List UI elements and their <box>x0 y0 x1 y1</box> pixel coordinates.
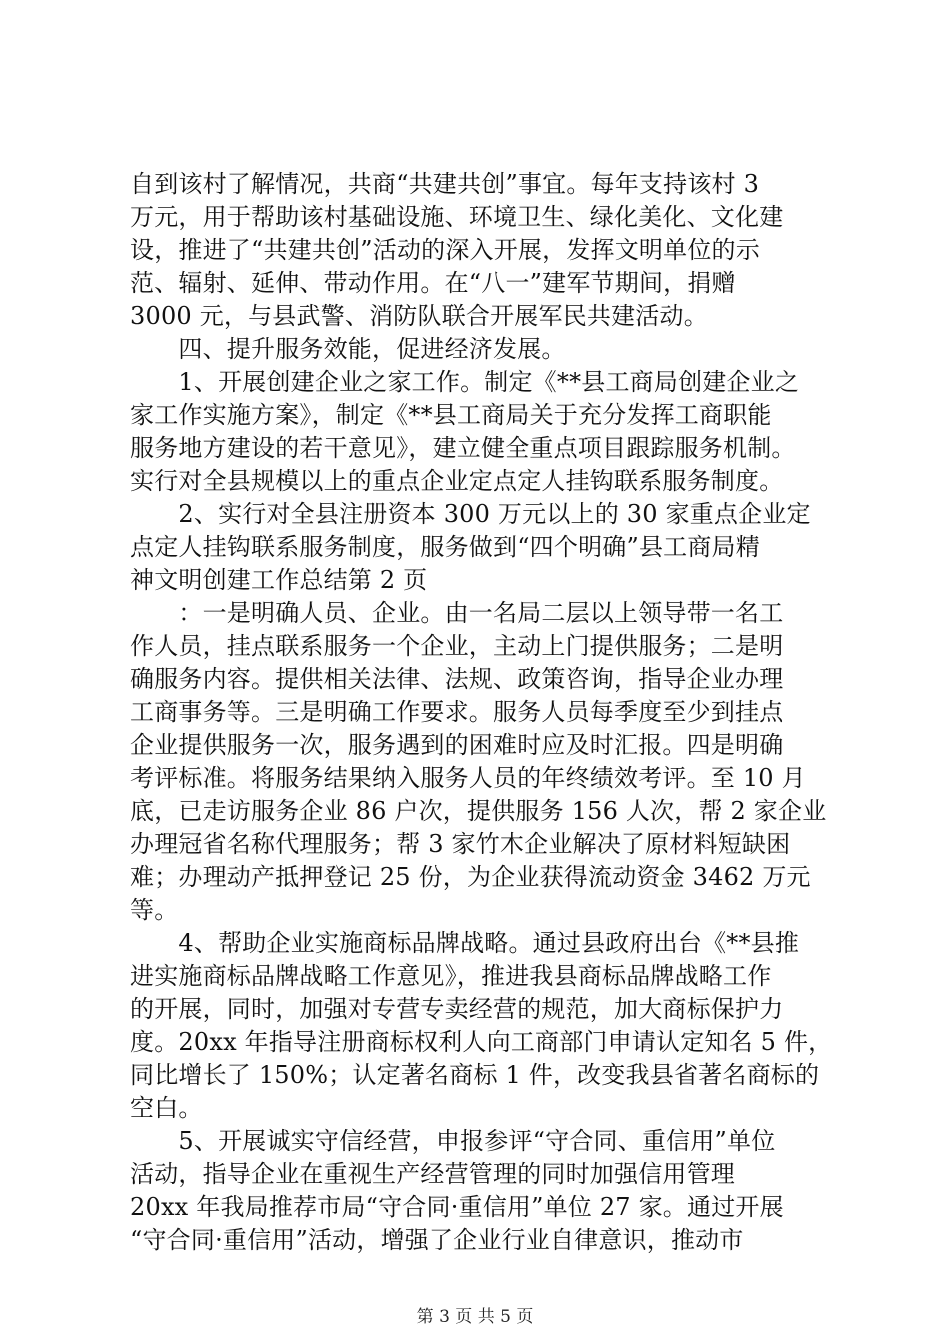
text-line: 等。 <box>130 896 179 924</box>
text-line: 20xx 年我局推荐市局“守合同·重信用”单位 27 家。通过开展 <box>130 1193 784 1221</box>
text-line: 确服务内容。提供相关法律、法规、政策咨询，指导企业办理 <box>130 665 784 693</box>
document-body <box>130 168 833 1257</box>
text-line: 工商事务等。三是明确工作要求。服务人员每季度至少到挂点 <box>130 698 784 726</box>
text-line: 实行对全县规模以上的重点企业定点定人挂钩联系服务制度。 <box>130 467 784 495</box>
text-line: 度。20xx 年指导注册商标权利人向工商部门申请认定知名 5 件， <box>130 1028 833 1056</box>
text-line: 服务地方建设的若干意见》，建立健全重点项目跟踪服务机制。 <box>130 434 796 462</box>
text-line: 进实施商标品牌战略工作意见》，推进我县商标品牌战略工作 <box>130 962 772 990</box>
text-line: 办理冠省名称代理服务；帮 3 家竹木企业解决了原材料短缺困 <box>130 830 791 858</box>
page-number-footer: 第 3 页 共 5 页 <box>416 1307 534 1327</box>
text-line: 底，已走访服务企业 86 户次，提供服务 156 人次，帮 2 家企业 <box>130 797 827 825</box>
text-line: 范、辐射、延伸、带动作用。在“八一”建军节期间，捐赠 <box>130 269 736 297</box>
text-line: 家工作实施方案》，制定《**县工商局关于充分发挥工商职能 <box>130 401 772 429</box>
text-line: 万元，用于帮助该村基础设施、环境卫生、绿化美化、文化建 <box>130 203 784 231</box>
text-line: “守合同·重信用”活动，增强了企业行业自律意识，推动市 <box>130 1226 744 1254</box>
text-line: 空白。 <box>130 1094 203 1122</box>
text-line: 神文明创建工作总结第 2 页 <box>130 566 428 594</box>
text-line: ：一是明确人员、企业。由一名局二层以上领导带一名工 <box>130 599 784 627</box>
text-line: 1、开展创建企业之家工作。制定《**县工商局创建企业之 <box>130 368 800 396</box>
text-line: 同比增长了 150%；认定著名商标 1 件，改变我县省著名商标的 <box>130 1061 820 1089</box>
text-line: 设，推进了“共建共创”活动的深入开展，发挥文明单位的示 <box>130 236 760 264</box>
text-line: 点定人挂钩联系服务制度，服务做到“四个明确”县工商局精 <box>130 533 760 561</box>
text-line: 的开展，同时，加强对专营专卖经营的规范，加大商标保护力 <box>130 995 784 1023</box>
text-line: 考评标准。将服务结果纳入服务人员的年终绩效考评。至 10 月 <box>130 764 806 792</box>
text-line: 自到该村了解情况，共商“共建共创”事宜。每年支持该村 3 <box>130 170 760 198</box>
text-line: 3000 元，与县武警、消防队联合开展军民共建活动。 <box>130 302 708 330</box>
text-line: 5、开展诚实守信经营，申报参评“守合同、重信用”单位 <box>130 1127 776 1155</box>
text-line: 2、实行对全县注册资本 300 万元以上的 30 家重点企业定 <box>130 500 811 528</box>
text-line: 4、帮助企业实施商标品牌战略。通过县政府出台《**县推 <box>130 929 800 957</box>
text-line: 难；办理动产抵押登记 25 份，为企业获得流动资金 3462 万元 <box>130 863 811 891</box>
text-line: 活动，指导企业在重视生产经营管理的同时加强信用管理 <box>130 1160 735 1188</box>
text-line: 作人员，挂点联系服务一个企业，主动上门提供服务；二是明 <box>130 632 784 660</box>
text-line: 企业提供服务一次，服务遇到的困难时应及时汇报。四是明确 <box>130 731 784 759</box>
section-heading: 四、提升服务效能，促进经济发展。 <box>130 335 566 363</box>
